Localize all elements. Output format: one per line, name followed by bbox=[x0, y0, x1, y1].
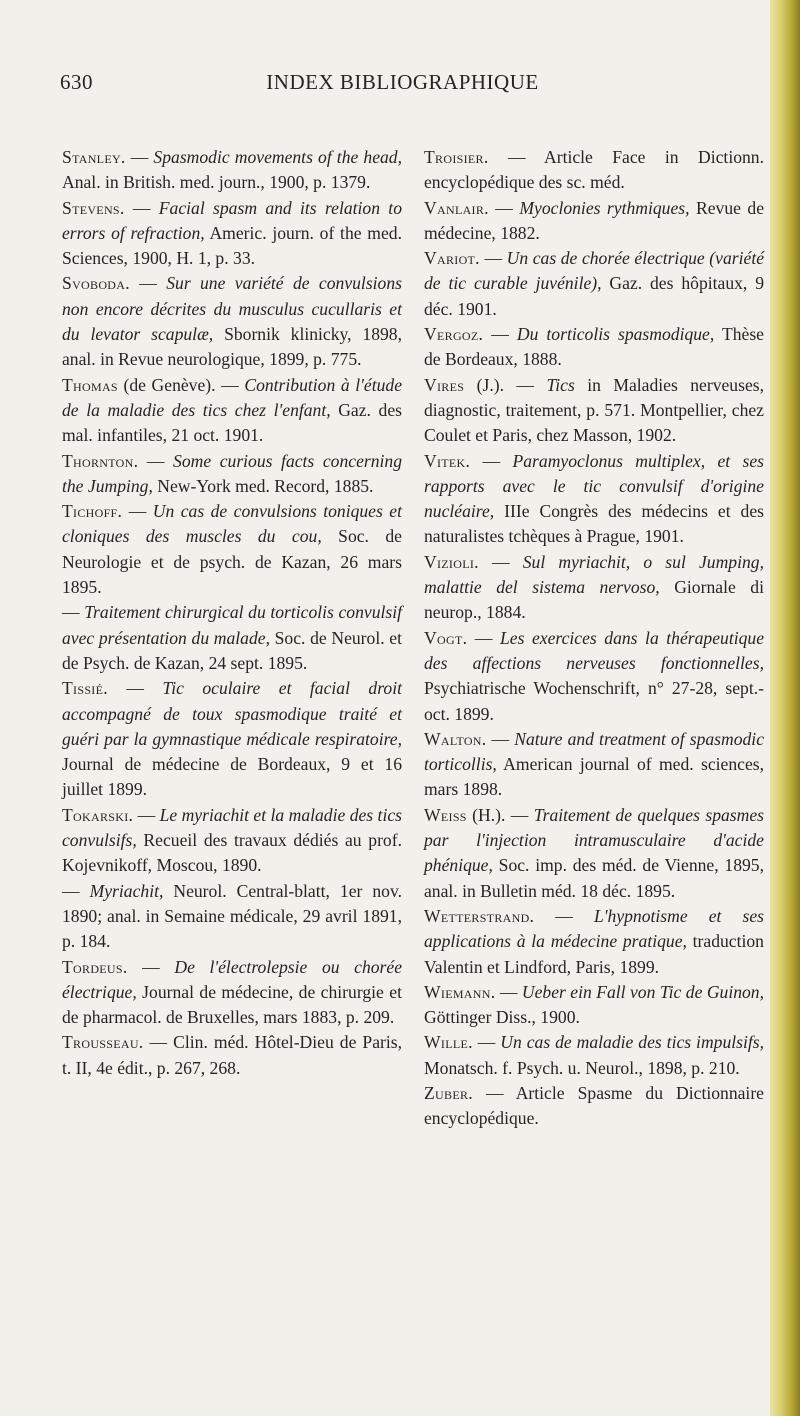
entry-author: Thomas bbox=[62, 374, 118, 395]
entry-author: Walton. bbox=[424, 728, 487, 749]
bibliography-entry bbox=[424, 449, 764, 550]
entry-author: Svoboda. bbox=[62, 273, 130, 294]
entry-sep: — bbox=[534, 905, 594, 926]
bibliography-entry bbox=[62, 803, 402, 879]
entry-rest: Sbornik klinicky, 1898, anal. in Revue neurologique, 1899, p. 775. bbox=[62, 324, 403, 370]
right-column bbox=[424, 145, 764, 1132]
entry-sep: (H.). — bbox=[466, 804, 534, 825]
entry-rest: Americ. journ. of the med. Sciences, 1900, H. 1, p. 33. bbox=[62, 222, 402, 269]
entry-rest: Clin. méd. Hôtel-Dieu de Paris, t. II, 4e édit., p. 267, 268. bbox=[62, 1032, 403, 1078]
entry-title: Un cas de convulsions toniques et cloniques des muscles du cou, bbox=[62, 501, 402, 547]
entry-sep: — bbox=[143, 1032, 174, 1053]
entry-rest: Anal. in British. med. journ., 1900, p. 1379. bbox=[62, 172, 371, 193]
entry-sep: — bbox=[133, 804, 160, 825]
entry-rest: Psychiatrische Wochenschrift, n° 27-28, sept.-oct. 1899. bbox=[424, 678, 764, 724]
bibliography-entry bbox=[62, 145, 402, 196]
entry-author: Tokarski. bbox=[62, 804, 134, 825]
entry-sep: — bbox=[129, 273, 167, 294]
bibliography-entry bbox=[424, 550, 764, 626]
entry-author: Wille. bbox=[424, 1032, 473, 1053]
entry-title: Ueber ein Fall von Tic de Guinon, bbox=[521, 981, 765, 1002]
entry-sep: — bbox=[495, 981, 522, 1002]
entry-sep: — bbox=[467, 627, 500, 648]
entry-title: Sul myriachit, o sul Jumping, malattie del sistema nervoso, bbox=[424, 551, 764, 598]
entry-sep: — bbox=[138, 450, 174, 471]
entry-sep: — bbox=[62, 880, 90, 901]
entry-author: Vires bbox=[424, 374, 465, 395]
bibliography-entry bbox=[424, 626, 764, 727]
entry-rest: Soc. de Neurol. et de Psych. de Kazan, 24 sept. 1895. bbox=[62, 627, 402, 673]
bibliography-entry bbox=[62, 955, 402, 1031]
entry-rest: Monatsch. f. Psych. u. Neurol., 1898, p. 210. bbox=[424, 1057, 740, 1078]
entry-rest: New-York med. Record, 1885. bbox=[152, 475, 374, 496]
bibliography-entry bbox=[424, 803, 764, 904]
entry-title: Un cas de maladie des tics impulsifs, bbox=[500, 1032, 765, 1053]
entry-sep: — bbox=[62, 602, 85, 623]
entry-sep: — bbox=[488, 197, 520, 218]
bibliography-entry bbox=[424, 145, 764, 196]
entry-title: Spasmodic movements of the head, bbox=[153, 147, 402, 167]
entry-rest: Revue de médecine, 1882. bbox=[424, 197, 765, 243]
entry-author: Stevens. bbox=[62, 197, 125, 218]
entry-rest: American journal of med. sciences, mars 1898. bbox=[424, 754, 764, 800]
page-edge bbox=[770, 0, 800, 1416]
bibliography-entry bbox=[62, 879, 402, 955]
entry-rest: in Maladies nerveuses, diagnostic, traitement, p. 571. Montpellier, chez Coulet et Paris, chez Masson, 1902. bbox=[424, 374, 764, 446]
bibliography-entry bbox=[62, 1030, 402, 1081]
entry-title: Facial spasm and its relation to errors of refraction, bbox=[62, 197, 402, 243]
entry-sep: — bbox=[488, 147, 544, 167]
entry-author: Stanley. bbox=[62, 147, 126, 167]
entry-sep: — bbox=[127, 956, 175, 977]
entry-author: Weiss bbox=[424, 804, 467, 825]
entry-sep: — bbox=[470, 450, 513, 471]
entry-title: De l'électrolepsie ou chorée électrique, bbox=[62, 956, 403, 1002]
entry-author: Wetterstrand. bbox=[424, 905, 535, 926]
entry-author: Trousseau. bbox=[62, 1032, 144, 1053]
entry-title: Un cas de chorée électrique (variété de tic curable juvénile), bbox=[424, 248, 765, 294]
entry-rest: Neurol. Central-blatt, 1er nov. 1890; anal. in Semaine médicale, 29 avril 1891, p. 184. bbox=[62, 880, 402, 952]
entry-sep: — bbox=[478, 551, 523, 572]
entry-sep: (de Genève). — bbox=[117, 374, 245, 395]
entry-title: Tics bbox=[546, 374, 575, 395]
entry-title: Du torticolis spasmodique, bbox=[516, 324, 715, 345]
entry-title: Sur une variété de convulsions non encore décrites du musculus cucullaris et du levator scapulæ, bbox=[62, 273, 402, 345]
entry-sep: — bbox=[122, 501, 153, 522]
entry-author: Troisier. bbox=[424, 147, 489, 167]
entry-author: Vizioli. bbox=[424, 551, 479, 572]
bibliography-entry bbox=[62, 196, 402, 272]
entry-title: Traitement de quelques spasmes par l'injection intramusculaire d'acide phénique, bbox=[424, 804, 764, 876]
entry-sep: — bbox=[479, 248, 507, 269]
page-number: 630 bbox=[60, 70, 93, 94]
entry-sep: — bbox=[483, 324, 517, 345]
entry-title: Le myriachit et la maladie des tics convulsifs, bbox=[62, 804, 402, 851]
bibliography-entry bbox=[424, 196, 764, 247]
entry-sep: — bbox=[125, 147, 154, 167]
entry-author: Vogt. bbox=[424, 627, 468, 648]
entry-rest: Giornale di neurop., 1884. bbox=[424, 577, 764, 623]
entry-author: Tordeus. bbox=[62, 956, 128, 977]
bibliography-entry bbox=[62, 373, 402, 449]
entry-title: Myriachit, bbox=[89, 880, 164, 901]
entry-author: Tissié. bbox=[62, 678, 108, 699]
entry-sep: — bbox=[124, 197, 159, 218]
entry-title: Paramyoclonus multiplex, et ses rapports avec le tic convulsif d'origine nucléaire, bbox=[424, 450, 764, 522]
bibliography-entry bbox=[424, 373, 764, 449]
entry-title: Some curious facts concerning the Jumping, bbox=[62, 450, 402, 496]
entry-author: Vergoz. bbox=[424, 324, 484, 345]
entry-title: L'hypnotisme et ses applications à la médecine pratique, bbox=[424, 905, 764, 952]
entry-rest: Gaz. des hôpitaux, 9 déc. 1901. bbox=[424, 273, 764, 319]
entry-rest: Recueil des travaux dédiés au prof. Kojevnikoff, Moscou, 1890. bbox=[62, 830, 402, 876]
entry-rest: IIIe Congrès des médecins et des naturalistes tchèques à Prague, 1901. bbox=[424, 501, 764, 547]
entry-rest: Soc. imp. des méd. de Vienne, 1895, anal. in Bulletin méd. 18 déc. 1895. bbox=[424, 855, 764, 901]
entry-author: Variot. bbox=[424, 248, 480, 269]
entry-rest: Article Spasme du Dictionnaire encyclopédique. bbox=[424, 1082, 764, 1129]
entry-author: Tichoff. bbox=[62, 501, 123, 522]
entry-title: Tic oculaire et facial droit accompagné de toux spasmodique traité et guéri par la gymnastique médicale respiratoire, bbox=[62, 678, 402, 749]
bibliography-entry bbox=[424, 322, 764, 373]
entry-rest: Article Face in Dictionn. encyclopédique des sc. méd. bbox=[424, 147, 764, 193]
bibliography-entry bbox=[424, 980, 764, 1031]
entry-rest: Gaz. des mal. infantiles, 21 oct. 1901. bbox=[62, 399, 402, 446]
entry-title: Les exercices dans la thérapeutique des affections nerveuses fonctionnelles, bbox=[424, 627, 764, 673]
bibliography-entry bbox=[62, 499, 402, 600]
bibliography-entry bbox=[62, 449, 402, 500]
bibliography-entry bbox=[424, 1081, 764, 1132]
entry-author: Vitek. bbox=[424, 450, 471, 471]
entry-rest: Journal de médecine de Bordeaux, 9 et 16 juillet 1899. bbox=[62, 754, 402, 800]
bibliography-entry bbox=[424, 904, 764, 980]
entry-rest: Göttinger Diss., 1900. bbox=[424, 1007, 580, 1028]
entry-title: Nature and treatment of spasmodic torticollis, bbox=[424, 728, 764, 775]
entry-title: Myoclonies rythmiques, bbox=[519, 197, 690, 218]
bibliography-entry bbox=[62, 271, 402, 372]
bibliography-entry bbox=[424, 246, 764, 322]
entry-author: Vanlair. bbox=[424, 197, 489, 218]
entry-sep: — bbox=[472, 1082, 516, 1103]
entry-sep: — bbox=[107, 678, 163, 699]
bibliography-entry bbox=[62, 600, 402, 676]
bibliography-entry bbox=[62, 676, 402, 802]
running-title: INDEX BIBLIOGRAPHIQUE bbox=[266, 70, 539, 94]
entry-sep: — bbox=[472, 1032, 501, 1053]
bibliography-entry bbox=[424, 1030, 764, 1081]
entry-author: Zuber. bbox=[424, 1082, 473, 1103]
entry-title: Traitement chirurgical du torticolis convulsif avec présentation du malade, bbox=[62, 602, 402, 648]
entry-rest: Soc. de Neurologie et de psych. de Kazan, 26 mars 1895. bbox=[62, 526, 402, 598]
bibliography-entry bbox=[424, 727, 764, 803]
entry-author: Wiemann. bbox=[424, 981, 496, 1002]
entry-author: Thornton. bbox=[62, 450, 139, 471]
entry-sep: (J.). — bbox=[464, 374, 547, 395]
entry-sep: — bbox=[486, 728, 515, 749]
left-column bbox=[62, 145, 402, 1081]
entry-title: Contribution à l'étude de la maladie des tics chez l'enfant, bbox=[62, 374, 403, 420]
entry-rest: Journal de médecine, de chirurgie et de pharmacol. de Bruxelles, mars 1883, p. 209. bbox=[62, 981, 402, 1028]
entry-rest: traduction Valentin et Lindford, Paris, 1899. bbox=[424, 931, 764, 977]
entry-rest: Thèse de Bordeaux, 1888. bbox=[424, 324, 764, 370]
